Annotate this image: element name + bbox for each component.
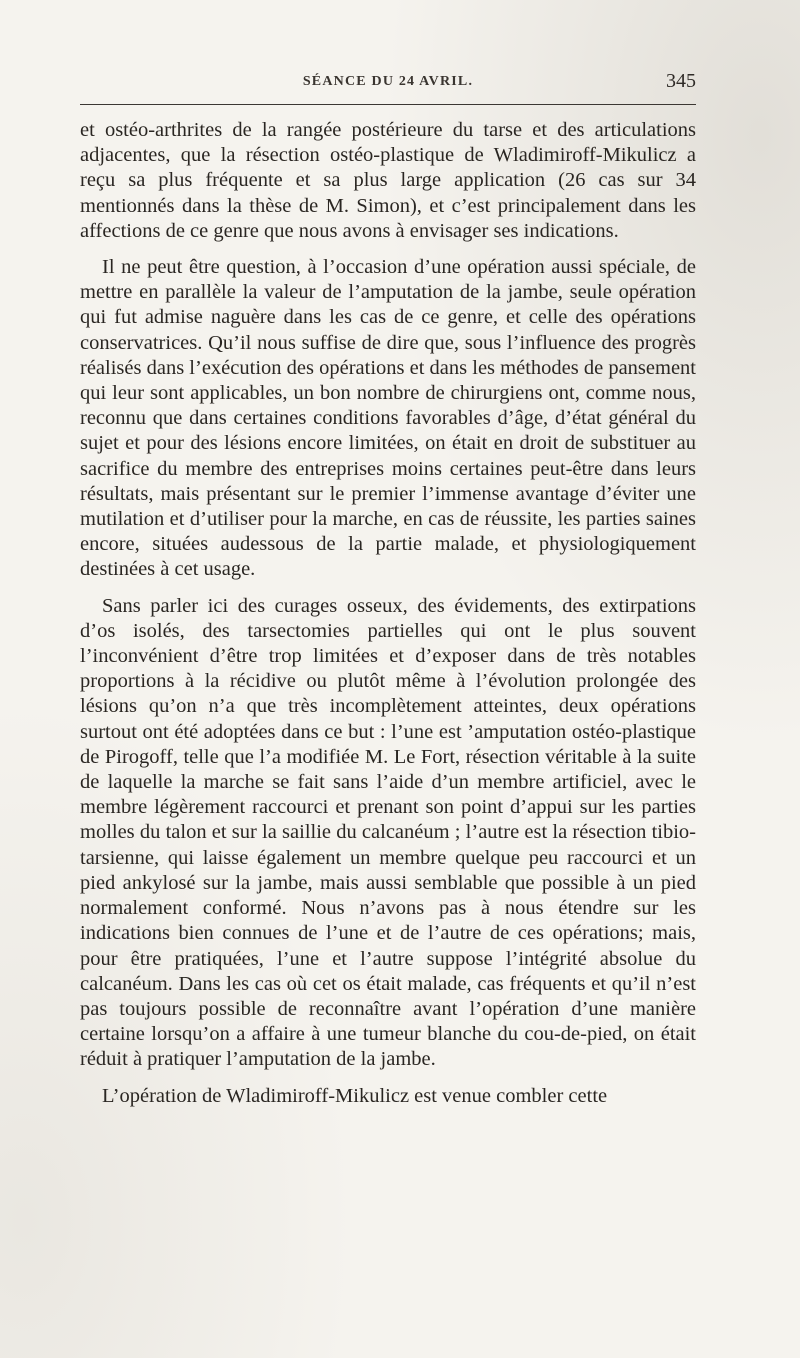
header-rule bbox=[80, 104, 696, 105]
paragraph-4: L’opération de Wladimiroff-Mikulicz est venue combler cette bbox=[102, 1084, 608, 1107]
running-title: SÉANCE DU 24 AVRIL. bbox=[302, 74, 474, 89]
page-number: 345 bbox=[666, 70, 696, 92]
body-text bbox=[80, 118, 696, 1120]
paragraph-3: Sans parler ici des curages osseux, des évidements, des extirpations d’os isolés, des tarsectomies partielles qui ont le plus souvent l’inconvénient d’être trop limitées et d’exposer dans de très notables proportions à la récidive ou plutôt même à l’évolution prolongée des lésions qu’on n’a que très incomplètement atteintes, deux opérations surtout ont été adoptées dans ce but : l’une est ’amputation ostéo-plastique de Pirogoff, telle que l’a modifiée M. Le Fort, résection véritable à la suite de laquelle la marche se fait sans l’aide d’un membre artificiel, avec le membre légèrement raccourci et prenant son point d’appui sur les parties molles du talon et sur la saillie du calcanéum ; l’autre est la résection tibio-tarsienne, qui laisse également un membre quelque peu raccourci et un pied ankylosé sur la jambe, mais aussi semblable que possible à un pied normalement conformé. Nous n’avons pas à nous étendre sur les indications bien connues de l’une et de l’autre de ces opérations; mais, pour être pratiquées, l’une et l’autre suppose l’intégrité absolue du calcanéum. Dans les cas où cet os était malade, cas fréquents et qu’il n’est pas toujours possible de reconnaître avant l’opération d’une manière certaine lorsqu’on a affaire à une tumeur blanche du cou-de-pied, on était réduit à pratiquer l’amputation de la jambe. bbox=[80, 594, 696, 1071]
running-head bbox=[80, 70, 696, 94]
paragraph-1: et ostéo-arthrites de la rangée postérieure du tarse et des articulations adjacentes, que la résection ostéo-plastique de Wladimiroff-Mikulicz a reçu sa plus fréquente et sa plus large application (26 cas sur 34 mentionnés dans la thèse de M. Simon), et c’est principalement dans les affections de ce genre que nous avons à envisager ses indications. bbox=[80, 119, 696, 242]
paragraph-2: Il ne peut être question, à l’occasion d’une opération aussi spéciale, de mettre en parallèle la valeur de l’amputation de la jambe, seule opération qui fut admise naguère dans les cas de ce genre, et celle des opérations conservatrices. Qu’il nous suffise de dire que, sous l’influence des progrès réalisés dans l’exécution des opérations et dans les méthodes de pansement qui leur sont applicables, un bon nombre de chirurgiens ont, comme nous, reconnu que dans certaines conditions favorables d’âge, d’état général du sujet et pour des lésions encore limitées, on était en droit de substituer au sacrifice du membre des entreprises moins certaines peut-être dans leurs résultats, mais présentant sur le premier l’immense avantage d’éviter une mutilation et d’utiliser pour la marche, en cas de réussite, les parties saines encore, situées audessous de la partie malade, et physiologiquement destinées à cet usage. bbox=[80, 256, 696, 581]
